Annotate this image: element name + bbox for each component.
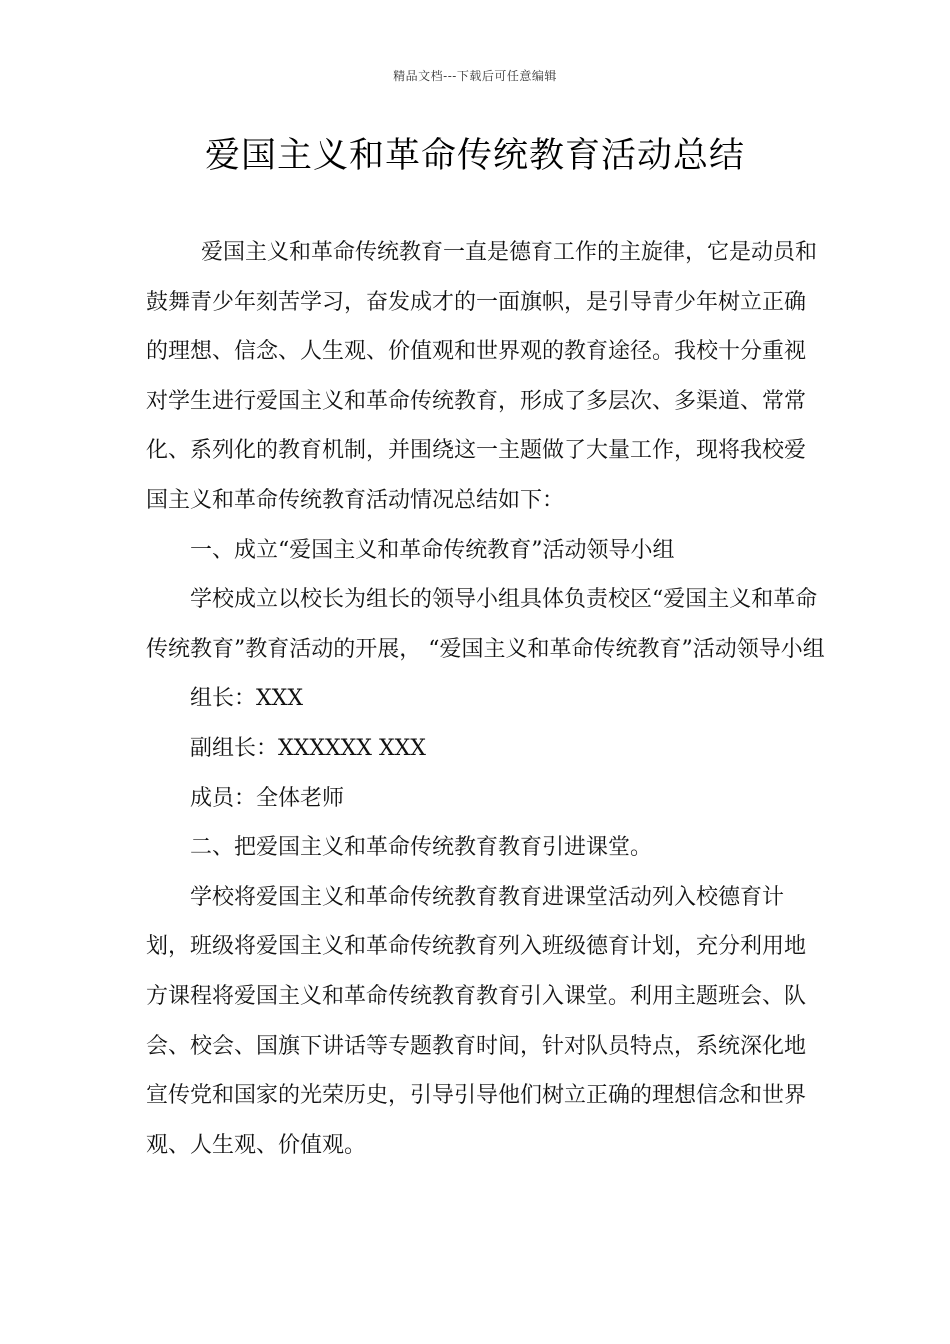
- header-note: 精品文档---下载后可任意编辑: [393, 69, 557, 83]
- section-heading-2: 二、把爱国主义和革命传统教育教育引进课堂。: [190, 835, 653, 861]
- team-leader-line: 组长：XXX: [190, 686, 303, 712]
- section-2-paragraph: 学校将爱国主义和革命传统教育教育进课堂活动列入校德育计划，班级将爱国主义和革命传统教育列入班级德育计划，充分利用地方课程将爱国主义和革命传统教育教育引入课堂。利用主题班会、队会、校会、国旗下讲话等专题教育时间，针对队员特点，系统深化地宣传党和国家的光荣历史，引导引导他们树立正确的理想信念和世界观、人生观、价值观。: [146, 884, 807, 1158]
- deputy-leader-line: 副组长：XXXXXX XXX: [190, 735, 426, 761]
- document-body: [146, 228, 826, 1170]
- intro-paragraph: 爱国主义和革命传统教育一直是德育工作的主旋律，它是动员和鼓舞青少年刻苦学习，奋发成才的一面旗帜，是引导青少年树立正确的理想、信念、人生观、价值观和世界观的教育途径。我校十分重视对学生进行爱国主义和革命传统教育，形成了多层次、多渠道、常常化、系列化的教育机制，并围绕这一主题做了大量工作，现将我校爱国主义和革命传统教育活动情况总结如下：: [146, 240, 818, 513]
- section-1-paragraph: 学校成立以校长为组长的领导小组具体负责校区“爱国主义和革命传统教育”教育活动的开展， “爱国主义和革命传统教育”活动领导小组: [146, 587, 825, 662]
- members-line: 成员：全体老师: [190, 785, 345, 811]
- section-heading-1: 一、成立“爱国主义和革命传统教育”活动领导小组: [190, 537, 675, 563]
- document-title: 爱国主义和革命传统教育活动总结: [204, 136, 745, 176]
